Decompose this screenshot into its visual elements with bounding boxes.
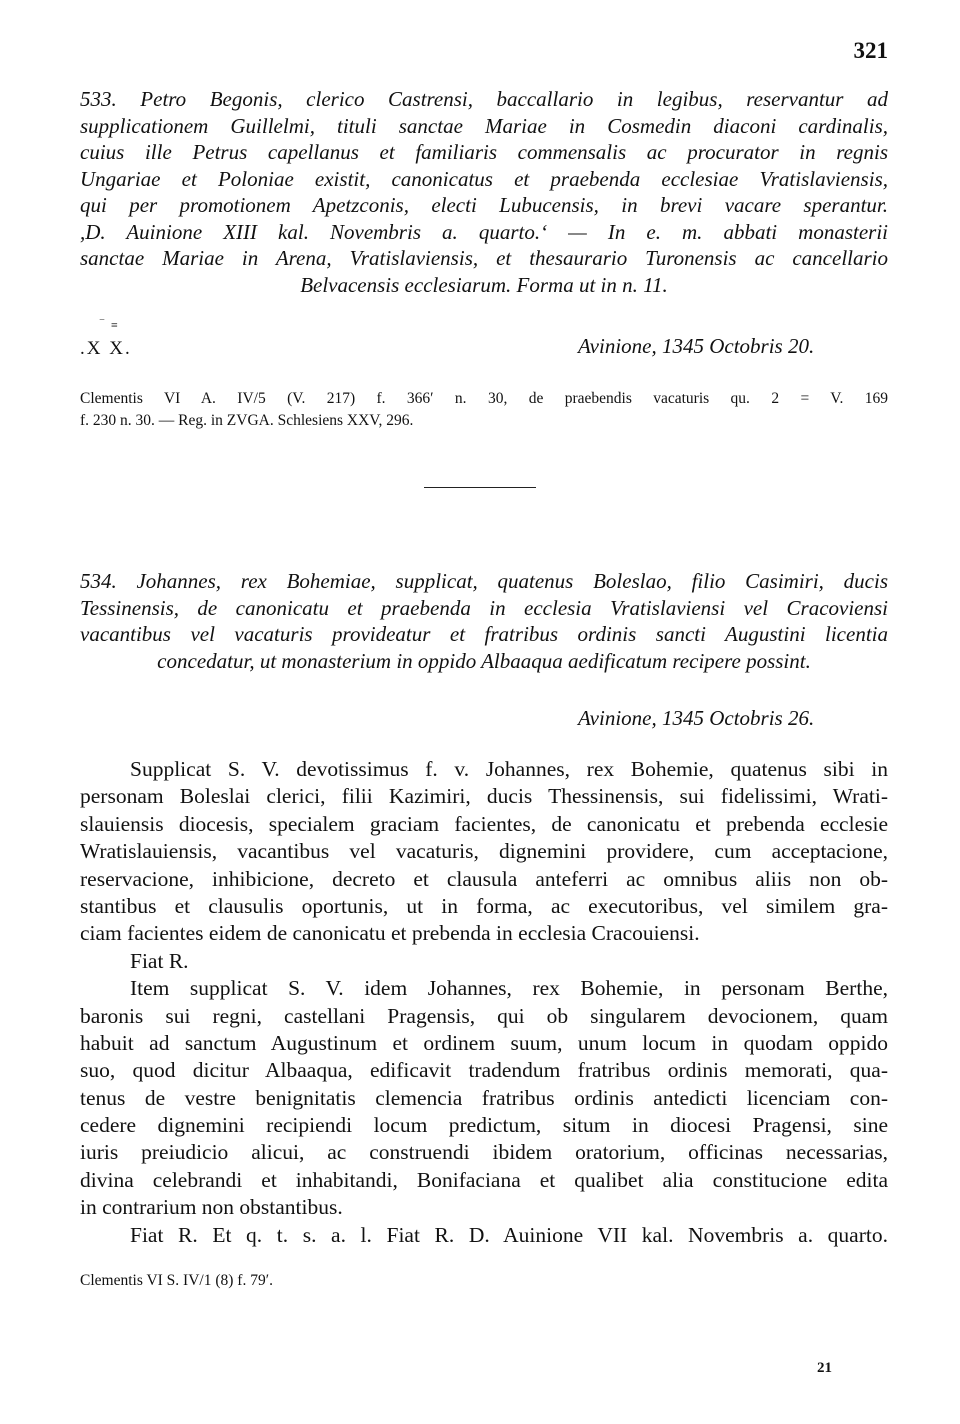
regest-line: Tessinensis, de canonicatu et praebenda in ecclesia Vratislaviensi vel Cracoviensi <box>80 595 888 620</box>
source-line: Clementis VI S. IV/1 (8) f. 79′. <box>80 1272 273 1289</box>
body-line: baronis sui regni, castellani Pragensis, qui ob singularem devocionem, quam <box>80 1003 888 1028</box>
regest-line: concedatur, ut monasterium in oppido Albaaqua aedificatum recipere possint. <box>157 648 811 673</box>
body-line: ciam facientes eidem de canonicatu et prebenda in ecclesia Cracouiensi. <box>80 921 700 946</box>
body-line: iuris preiudicio alicui, ac construendi ibidem oratorium, officinas necessarias, <box>80 1140 888 1165</box>
regest-line: 534. Johannes, rex Bohemiae, supplicat, quatenus Boleslao, filio Casimiri, ducis <box>80 569 888 593</box>
body-line: suo, quod dicitur Albaaqua, edificavit tradendum fratribus ordinis memorati, qua- <box>80 1058 888 1083</box>
source-line: Clementis VI A. IV/5 (V. 217) f. 366′ n. 30, de praebendis vacaturis qu. 2 = V. 169 <box>80 390 888 407</box>
regest-line: qui per promotionem Apetzconis, electi Lubucensis, in brevi vacare sperantur. <box>80 193 888 217</box>
signature-number: 21 <box>817 1360 832 1376</box>
body-line: slauiensis diocesis, specialem graciam facientes, de canonicatu et prebenda ecclesie <box>80 811 888 836</box>
entry-533-source <box>80 388 888 432</box>
page-number: 321 <box>853 38 888 63</box>
regest-line: Ungariae et Poloniae existit, canonicatus et praebenda ecclesiae Vratislaviensis, <box>80 166 888 191</box>
regest-line: cuius ille Petrus capellanus et familiaris commensalis ac procurator in regnis <box>80 140 888 164</box>
chancery-marks-text: .X X. <box>80 338 132 359</box>
entry-534-regest <box>80 568 888 674</box>
body-line: stantibus et clausulis oportunis, ut in forma, ac executoribus, vel similem gra- <box>80 893 888 918</box>
body-line: Item supplicat S. V. idem Johannes, rex Bohemie, in personam Berthe, <box>130 976 888 1001</box>
body-line: cedere dignemini recipiendi locum predictum, situm in diocesi Pragensi, sine <box>80 1113 888 1138</box>
body-line: tenus de vestre benignitatis clemencia fratribus ordinis antedicti licenciam con- <box>80 1085 888 1110</box>
source-line: f. 230 n. 30. — Reg. in ZVGA. Schlesiens XXV, 296. <box>80 412 414 429</box>
body-line: Wratislauiensis, vacantibus vel vacaturis, dignemini providere, cum acceptacione, <box>80 839 888 864</box>
chancery-marks <box>80 318 132 360</box>
regest-line: supplicationem Guillelmi, tituli sanctae Mariae in Cosmedin diaconi cardinalis, <box>80 113 888 138</box>
body-line: Supplicat S. V. devotissimus f. v. Johannes, rex Bohemie, quatenus sibi in <box>130 757 888 781</box>
body-line: in contrarium non obstantibus. <box>80 1195 343 1220</box>
section-separator <box>424 487 536 488</box>
regest-line: vacantibus vel vacaturis provideatur et fratribus ordinis sancti Augustini licentia <box>80 622 888 646</box>
entry-533-regest <box>80 86 888 298</box>
body-line: reservacione, inhibicione, decreto et clausula anteferri ac omnibus aliis non ob- <box>80 866 888 891</box>
regest-line: Belvacensis ecclesiarum. Forma ut in n. 11. <box>300 272 668 297</box>
body-line: Fiat R. Et q. t. s. a. l. Fiat R. D. Auinione VII kal. Novembris a. quarto. <box>130 1222 888 1247</box>
entry-534-date: Avinione, 1345 Octobris 26. <box>578 706 815 730</box>
body-line: divina celebrandi et inhabitandi, Bonifaciana et qualibet alia constitucione edita <box>80 1167 888 1192</box>
regest-line: sanctae Mariae in Arena, Vratislaviensis, et thesaurario Turonensis ac cancellario <box>80 246 888 270</box>
chancery-marks-overline: ‾ ≡ <box>100 318 120 332</box>
regest-line: ,D. Auinione XIII kal. Novembris a. quarto.‘ — In e. m. abbati monasterii <box>80 219 888 244</box>
body-line: Fiat R. <box>130 948 189 973</box>
body-line: habuit ad sanctum Augustinum et ordinem suum, unum locum in quodam oppido <box>80 1030 888 1055</box>
regest-line: 533. Petro Begonis, clerico Castrensi, baccallario in legibus, reservantur ad <box>80 87 888 111</box>
body-line: personam Boleslai clerici, filii Kazimiri, ducis Thessinensis, sui fidelissimi, Wrati- <box>80 784 888 809</box>
entry-533-date: Avinione, 1345 Octobris 20. <box>578 334 815 358</box>
entry-534-source <box>80 1270 888 1292</box>
entry-534-supplication-text <box>80 756 888 1249</box>
